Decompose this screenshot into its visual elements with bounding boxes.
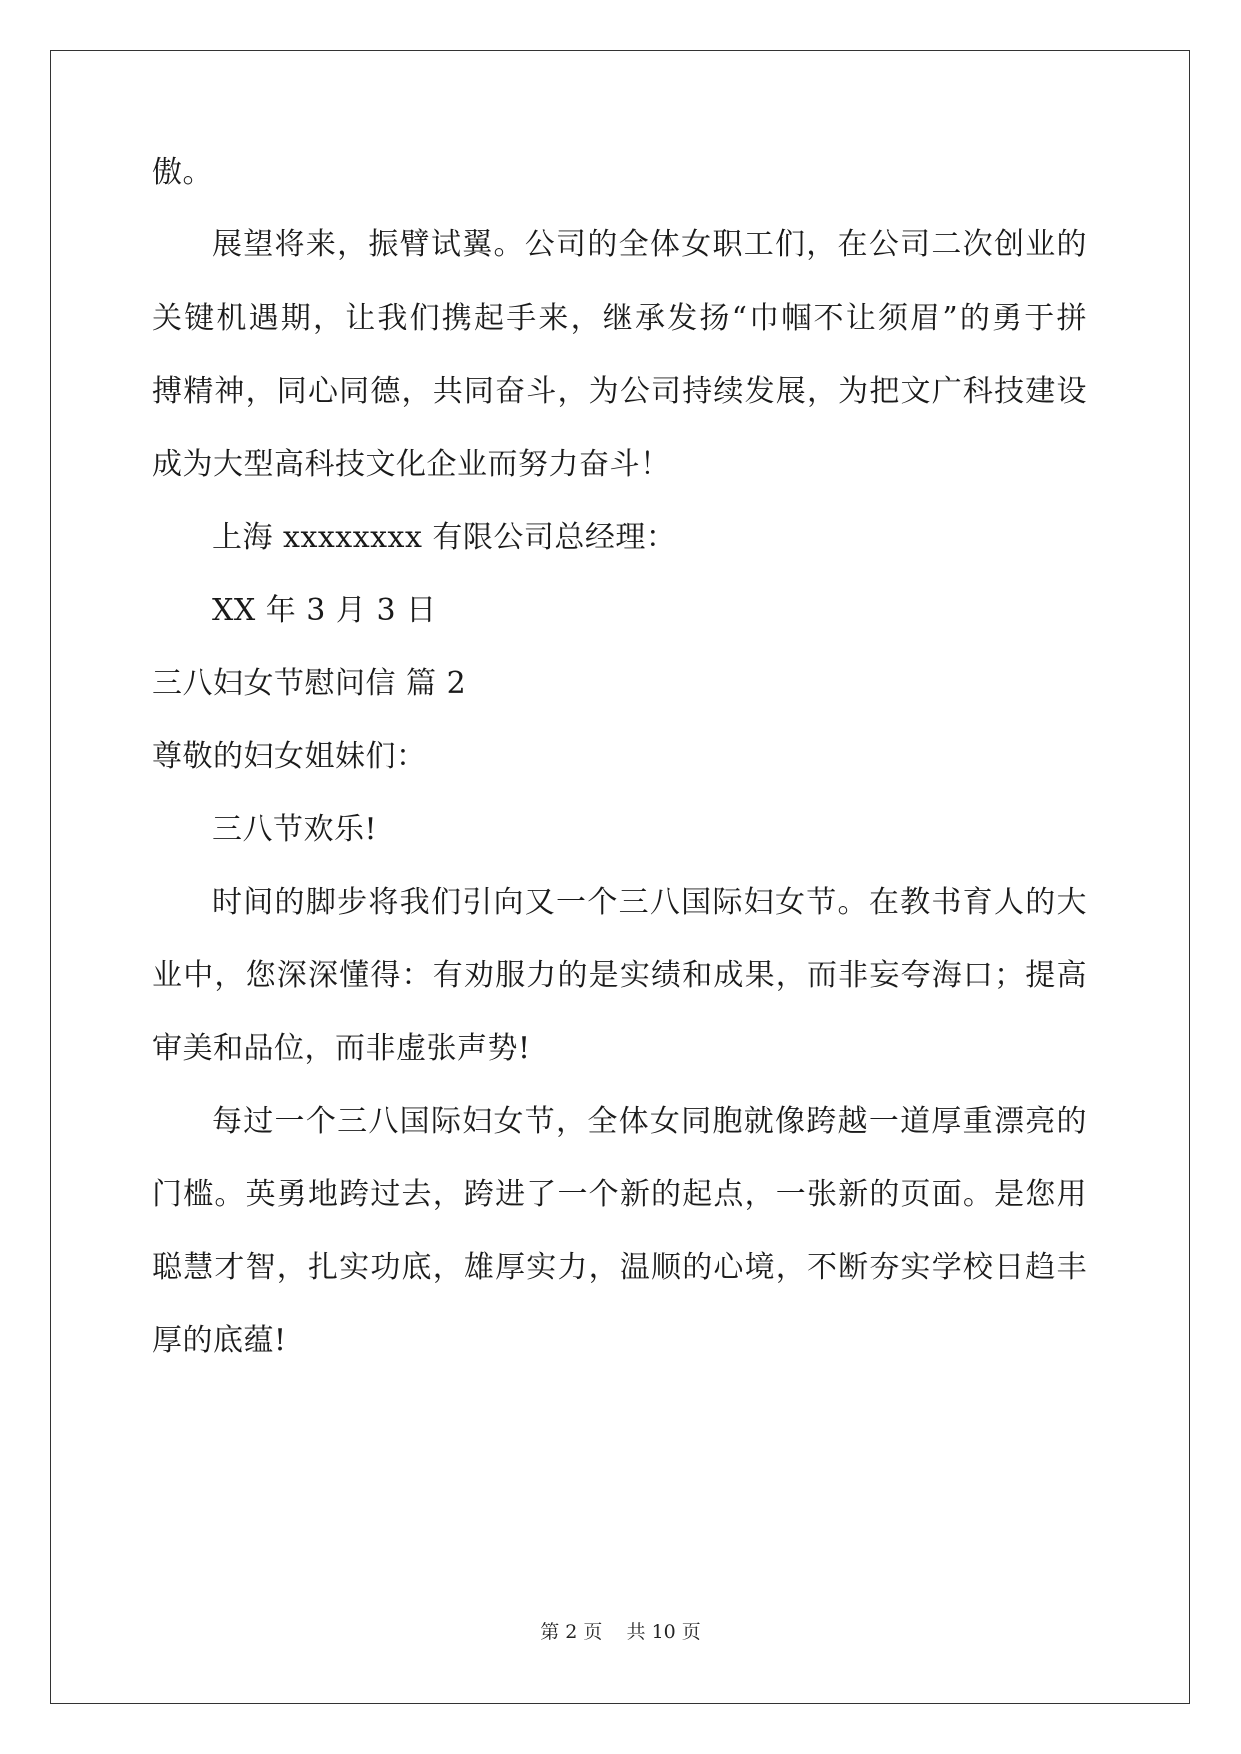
paragraph-line: 审美和品位，而非虚张声势!	[152, 1031, 531, 1066]
paragraph-line: 厚的底蕴!	[152, 1323, 287, 1358]
paragraph-line: 聪慧才智，扎实功底，雄厚实力，温顺的心境，不断夯实学校日趋丰	[152, 1250, 1087, 1285]
page-number: 第 2 页	[540, 1621, 603, 1643]
date-line: XX 年 3 月 3 日	[212, 593, 437, 628]
paragraph-line: 展望将来，振臂试翼。公司的全体女职工们，在公司二次创业的	[212, 227, 1087, 262]
paragraph-line: 搏精神，同心同德，共同奋斗，为公司持续发展，为把文广科技建设	[152, 374, 1087, 409]
greeting-line: 三八节欢乐!	[212, 812, 378, 847]
paragraph-line: 每过一个三八国际妇女节，全体女同胞就像跨越一道厚重漂亮的	[212, 1104, 1087, 1139]
paragraph-line: 业中，您深深懂得：有劝服力的是实绩和成果，而非妄夸海口；提高	[152, 958, 1087, 993]
paragraph-line: 成为大型高科技文化企业而努力奋斗！	[152, 447, 671, 482]
page-total: 共 10 页	[626, 1621, 701, 1643]
paragraph-line: 关键机遇期，让我们携起手来，继承发扬“巾帼不让须眉”的勇于拼	[152, 301, 1087, 336]
paragraph-line: 门槛。英勇地跨过去，跨进了一个新的起点，一张新的页面。是您用	[152, 1177, 1087, 1212]
salutation: 尊敬的妇女姐妹们：	[152, 739, 427, 774]
signature-line: 上海 xxxxxxxx 有限公司总经理：	[212, 520, 677, 555]
paragraph-line: 时间的脚步将我们引向又一个三八国际妇女节。在教书育人的大	[212, 885, 1087, 920]
section-heading: 三八妇女节慰问信 篇 2	[152, 666, 467, 701]
paragraph-line: 傲。	[152, 155, 213, 190]
page-footer	[0, 1620, 1241, 1644]
